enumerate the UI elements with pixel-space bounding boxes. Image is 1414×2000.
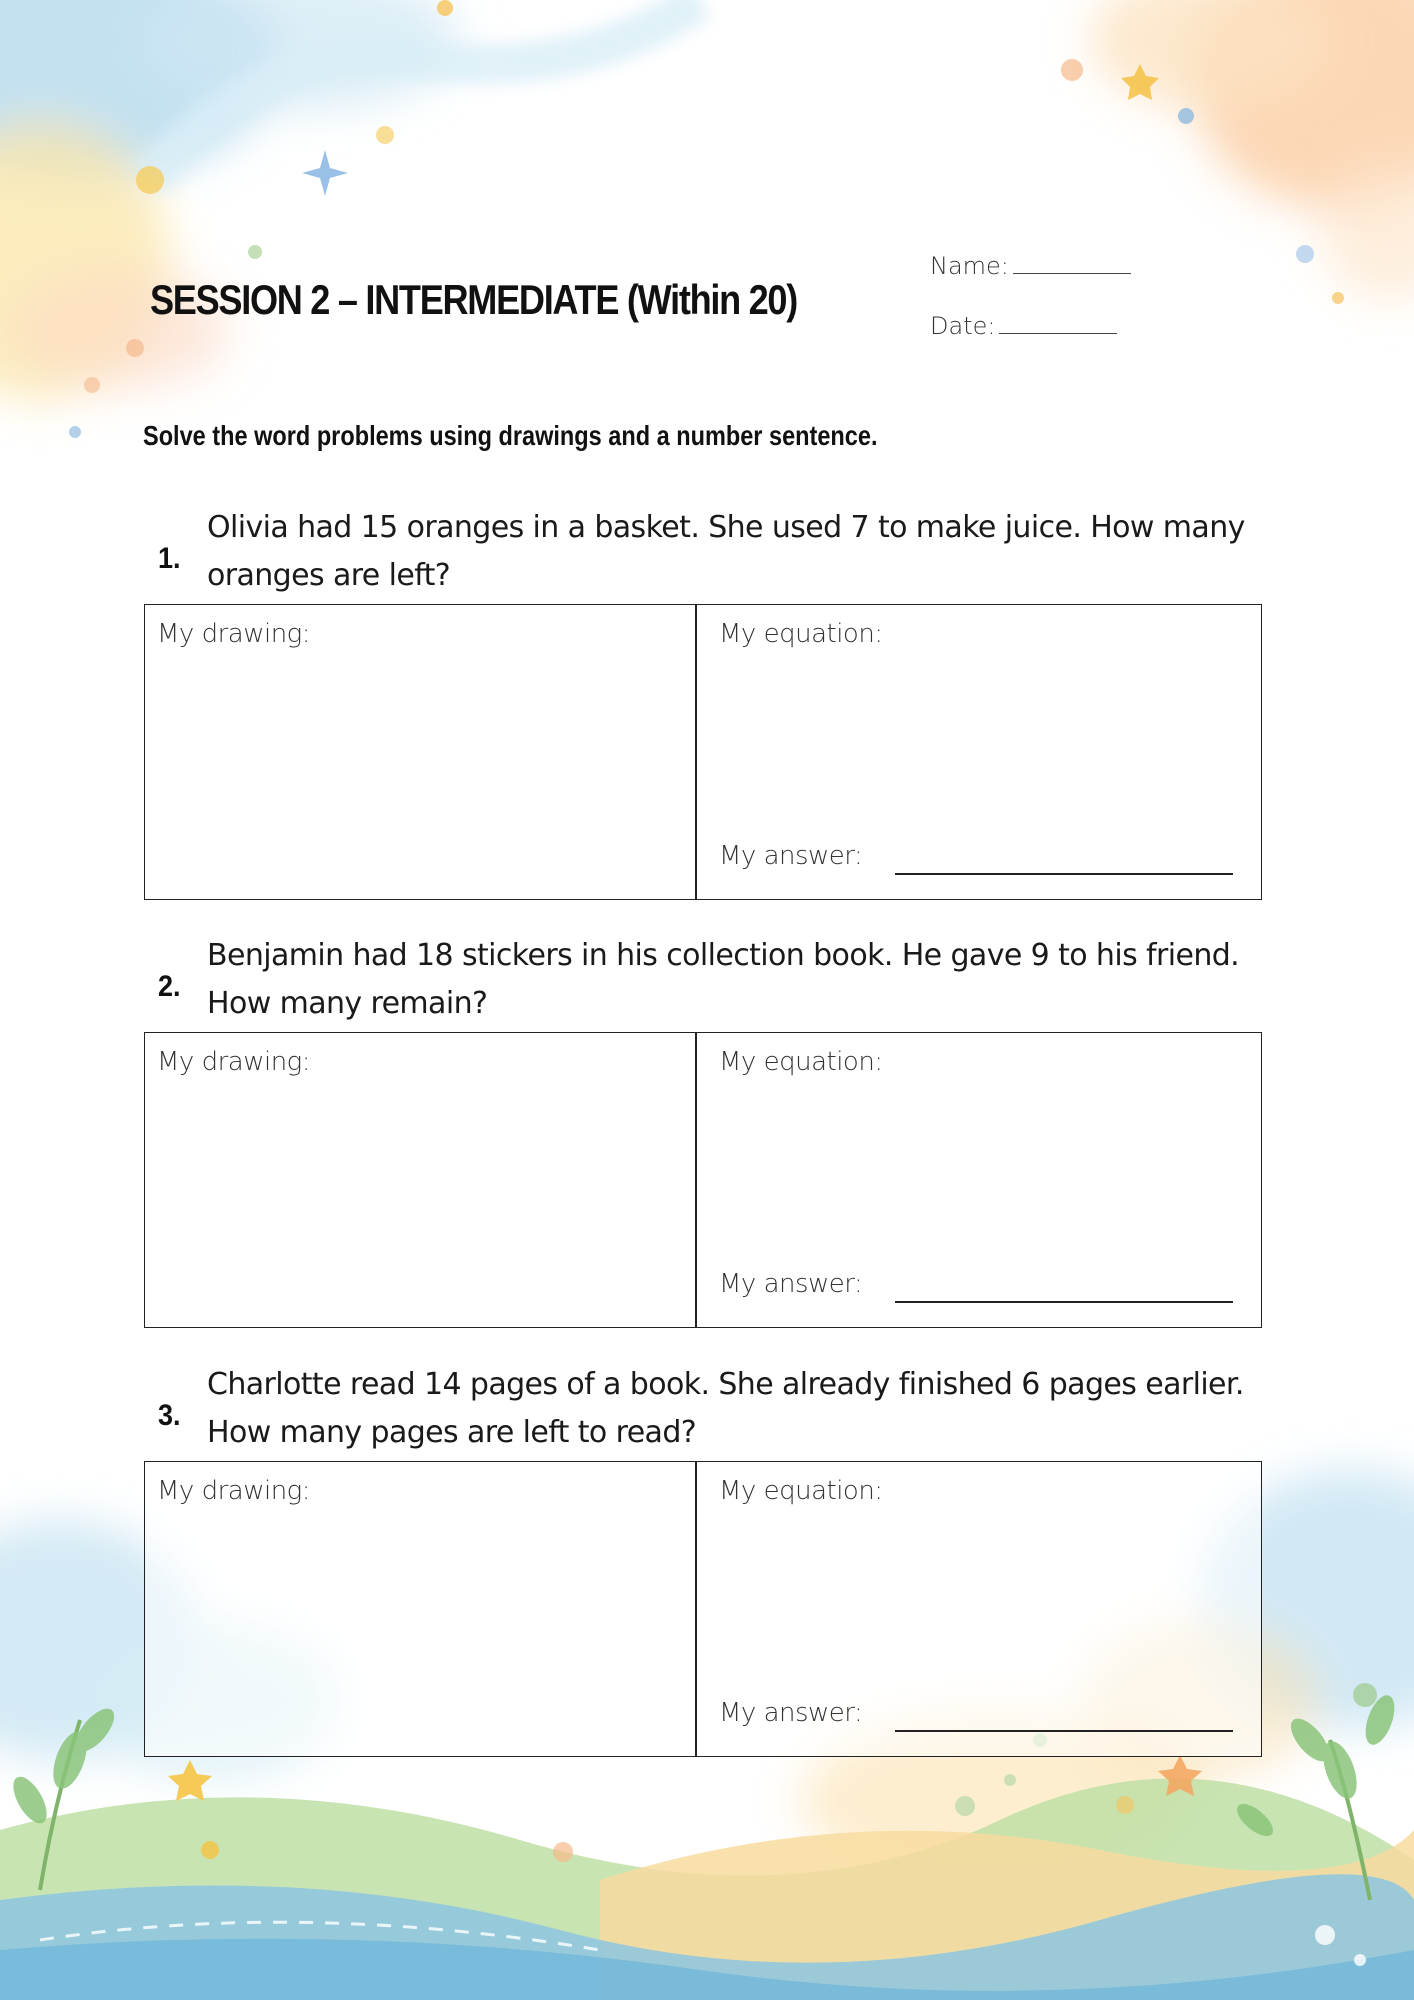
drawing-area-label: My drawing: xyxy=(157,619,311,649)
equation-area-label: My equation: xyxy=(719,1047,883,1077)
answer-label: My answer: xyxy=(719,1698,863,1728)
answer-blank-line[interactable] xyxy=(895,1730,1233,1732)
equation-area-label: My equation: xyxy=(719,1476,883,1506)
box-divider xyxy=(695,1033,697,1327)
problem-number: 2. xyxy=(158,970,181,1003)
problem-text: Benjamin had 18 stickers in his collection book. He gave 9 to his friend. How many remain? xyxy=(207,938,1240,1021)
answer-box xyxy=(144,604,1262,900)
name-field[interactable] xyxy=(930,252,1131,280)
name-blank-line[interactable] xyxy=(1013,253,1131,274)
date-blank-line[interactable] xyxy=(999,313,1117,334)
problem-number: 3. xyxy=(158,1399,181,1432)
answer-label: My answer: xyxy=(719,1269,863,1299)
equation-area-label: My equation: xyxy=(719,619,883,649)
box-divider xyxy=(695,1462,697,1756)
box-divider xyxy=(695,605,697,899)
problem-text: Olivia had 15 oranges in a basket. She used 7 to make juice. How many oranges are left? xyxy=(207,510,1245,593)
date-label: Date: xyxy=(930,312,996,340)
answer-blank-line[interactable] xyxy=(895,873,1233,875)
page-title: SESSION 2 – INTERMEDIATE (Within 20) xyxy=(150,276,797,323)
answer-box xyxy=(144,1032,1262,1328)
answer-label: My answer: xyxy=(719,841,863,871)
problem-text: Charlotte read 14 pages of a book. She already finished 6 pages earlier. How many pages are left to read? xyxy=(207,1367,1244,1450)
drawing-area-label: My drawing: xyxy=(157,1476,311,1506)
answer-blank-line[interactable] xyxy=(895,1301,1233,1303)
answer-box xyxy=(144,1461,1262,1757)
instructions: Solve the word problems using drawings and a number sentence. xyxy=(143,420,878,451)
name-label: Name: xyxy=(930,252,1009,280)
date-field[interactable] xyxy=(930,312,1117,340)
problem-number: 1. xyxy=(158,542,181,575)
drawing-area-label: My drawing: xyxy=(157,1047,311,1077)
